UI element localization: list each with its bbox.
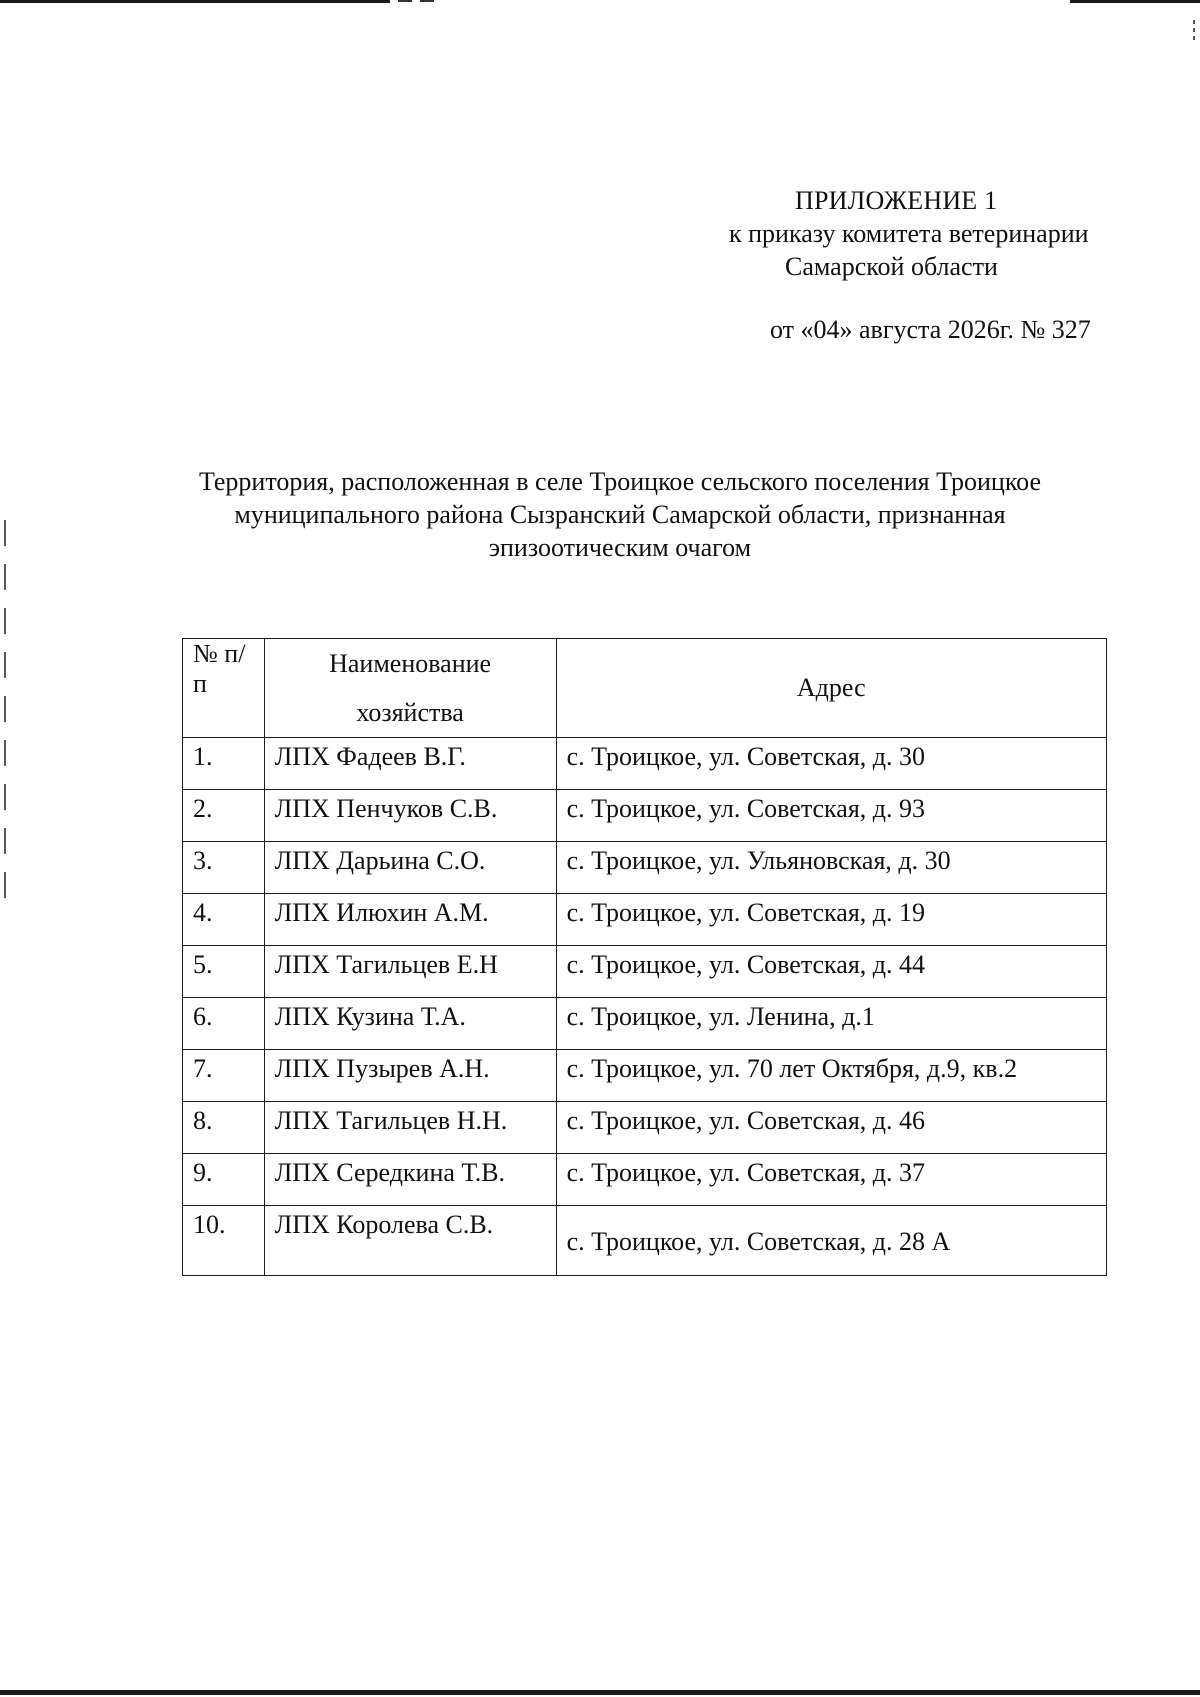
row-farm-name: ЛПХ Кузина Т.А. <box>264 998 556 1050</box>
row-number: 8. <box>183 1102 265 1154</box>
row-number: 4. <box>183 894 265 946</box>
row-address: с. Троицкое, ул. Советская, д. 44 <box>556 946 1106 998</box>
table-row <box>183 998 1107 1050</box>
row-number: 5. <box>183 946 265 998</box>
row-farm-name: ЛПХ Фадеев В.Г. <box>264 738 556 790</box>
header-name-line-1: Наименование <box>329 649 492 678</box>
row-farm-name: ЛПХ Дарьина С.О. <box>264 842 556 894</box>
table-row <box>183 738 1107 790</box>
table-row <box>183 1050 1107 1102</box>
header-name <box>264 639 556 738</box>
row-farm-name: ЛПХ Королева С.В. <box>264 1206 556 1276</box>
row-number: 10. <box>183 1206 265 1276</box>
row-number: 6. <box>183 998 265 1050</box>
header-number: № п/п <box>183 639 265 738</box>
row-address: с. Троицкое, ул. Советская, д. 30 <box>556 738 1106 790</box>
scan-artifact-top-right-line <box>1070 0 1200 3</box>
row-farm-name: ЛПХ Пузырев А.Н. <box>264 1050 556 1102</box>
table-row <box>183 1206 1107 1276</box>
row-farm-name: ЛПХ Тагильцев Е.Н <box>264 946 556 998</box>
row-address: с. Троицкое, ул. Советская, д. 93 <box>556 790 1106 842</box>
row-address: с. Троицкое, ул. Советская, д. 19 <box>556 894 1106 946</box>
row-address: с. Троицкое, ул. Ленина, д.1 <box>556 998 1106 1050</box>
table-row <box>183 1102 1107 1154</box>
appendix-header <box>700 184 1140 346</box>
title-line-3: эпизоотическим очагом <box>488 533 752 562</box>
table-header-row <box>183 639 1107 738</box>
table-row <box>183 790 1107 842</box>
title-line-1: Территория, расположенная в селе Троицкое сельского поселения Троицкое <box>198 467 1042 496</box>
row-number: 7. <box>183 1050 265 1102</box>
header-address: Адрес <box>556 639 1106 738</box>
scan-artifact-top-line <box>0 0 390 3</box>
row-address: с. Троицкое, ул. Советская, д. 46 <box>556 1102 1106 1154</box>
row-address: с. Троицкое, ул. 70 лет Октября, д.9, кв.2 <box>556 1050 1106 1102</box>
scan-artifact-right-mark <box>1193 20 1195 44</box>
scan-artifact-left-marks <box>4 520 6 900</box>
appendix-date-number: от «04» августа 2026г. № 327 <box>770 315 1091 344</box>
appendix-number: ПРИЛОЖЕНИЕ 1 <box>795 186 998 215</box>
appendix-order-ref: к приказу комитета ветеринарии <box>729 219 1089 248</box>
row-address: с. Троицкое, ул. Ульяновская, д. 30 <box>556 842 1106 894</box>
farms-table <box>182 638 1107 1276</box>
header-name-line-2: хозяйства <box>356 698 464 727</box>
row-farm-name: ЛПХ Пенчуков С.В. <box>264 790 556 842</box>
row-address: с. Троицкое, ул. Советская, д. 28 А <box>556 1206 1106 1276</box>
row-farm-name: ЛПХ Илюхин А.М. <box>264 894 556 946</box>
row-farm-name: ЛПХ Тагильцев Н.Н. <box>264 1102 556 1154</box>
row-number: 1. <box>183 738 265 790</box>
row-number: 9. <box>183 1154 265 1206</box>
scan-artifact-bottom-line <box>0 1690 1200 1695</box>
document-title <box>150 465 1090 564</box>
row-number: 2. <box>183 790 265 842</box>
table-row <box>183 946 1107 998</box>
row-number: 3. <box>183 842 265 894</box>
table-row <box>183 894 1107 946</box>
table-row <box>183 842 1107 894</box>
appendix-region: Самарской области <box>785 252 998 281</box>
row-address: с. Троицкое, ул. Советская, д. 37 <box>556 1154 1106 1206</box>
row-farm-name: ЛПХ Середкина Т.В. <box>264 1154 556 1206</box>
table-row <box>183 1154 1107 1206</box>
scan-artifact-top-dash <box>398 0 442 2</box>
title-line-2: муниципального района Сызранский Самарской области, признанная <box>234 500 1006 529</box>
